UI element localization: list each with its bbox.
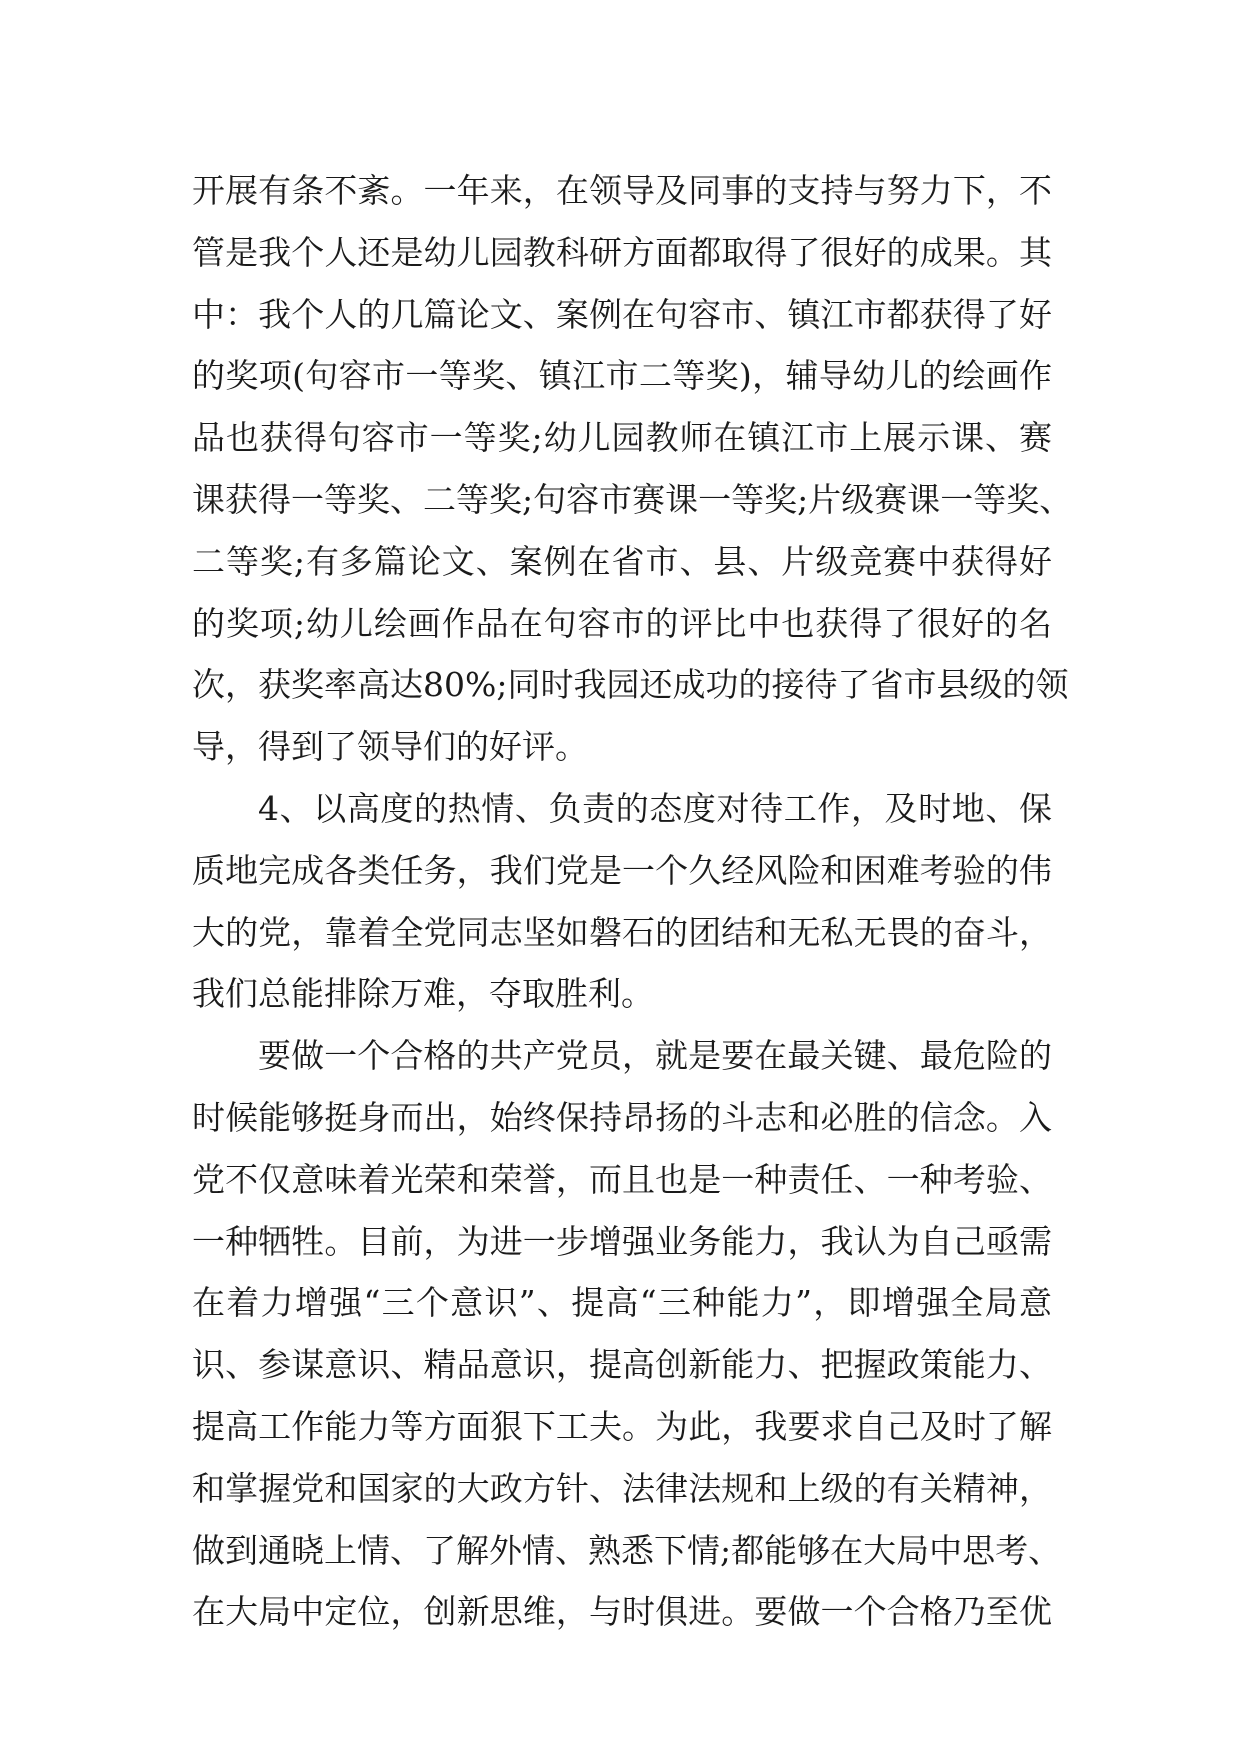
text-line: 品也获得句容市一等奖;幼儿园教师在镇江市上展示课、赛 bbox=[192, 418, 1052, 458]
text-line: 的奖项(句容市一等奖、镇江市二等奖)，辅导幼儿的绘画作 bbox=[192, 356, 1052, 396]
text-line: 质地完成各类任务，我们党是一个久经风险和困难考验的伟 bbox=[192, 850, 1052, 890]
text-line: 在着力增强“三个意识”、提高“三种能力”，即增强全局意 bbox=[192, 1283, 1052, 1323]
text-line: 的奖项;幼儿绘画作品在句容市的评比中也获得了很好的名 bbox=[192, 603, 1052, 643]
text-line: 要做一个合格的共产党员，就是要在最关键、最危险的 bbox=[258, 1036, 1052, 1076]
text-line: 做到通晓上情、了解外情、熟悉下情;都能够在大局中思考、 bbox=[192, 1530, 1062, 1570]
text-line: 导，得到了领导们的好评。 bbox=[192, 727, 588, 767]
text-line: 在大局中定位，创新思维，与时俱进。要做一个合格乃至优 bbox=[192, 1592, 1052, 1632]
text-line: 大的党，靠着全党同志坚如磐石的团结和无私无畏的奋斗， bbox=[192, 912, 1052, 952]
text-line: 我们总能排除万难，夺取胜利。 bbox=[192, 974, 654, 1014]
text-line: 课获得一等奖、二等奖;句容市赛课一等奖;片级赛课一等奖、 bbox=[192, 479, 1073, 519]
document-body bbox=[192, 160, 1073, 1643]
text-line: 4、以高度的热情、负责的态度对待工作，及时地、保 bbox=[258, 788, 1052, 828]
text-line: 和掌握党和国家的大政方针、法律法规和上级的有关精神， bbox=[192, 1468, 1052, 1508]
text-line: 开展有条不紊。一年来，在领导及同事的支持与努力下，不 bbox=[192, 171, 1052, 210]
text-line: 中：我个人的几篇论文、案例在句容市、镇江市都获得了好 bbox=[192, 294, 1052, 334]
text-line: 提高工作能力等方面狠下工夫。为此，我要求自己及时了解 bbox=[192, 1406, 1052, 1446]
text-line: 时候能够挺身而出，始终保持昂扬的斗志和必胜的信念。入 bbox=[192, 1097, 1052, 1137]
text-line: 二等奖;有多篇论文、案例在省市、县、片级竞赛中获得好 bbox=[192, 541, 1052, 581]
text-line: 次，获奖率高达80%;同时我园还成功的接待了省市县级的领 bbox=[192, 665, 1069, 705]
text-line: 管是我个人还是幼儿园教科研方面都取得了很好的成果。其 bbox=[192, 232, 1052, 272]
text-line: 识、参谋意识、精品意识，提高创新能力、把握政策能力、 bbox=[192, 1345, 1052, 1385]
text-line: 一种牺牲。目前，为进一步增强业务能力，我认为自己亟需 bbox=[192, 1221, 1052, 1261]
text-line: 党不仅意味着光荣和荣誉，而且也是一种责任、一种考验、 bbox=[192, 1159, 1052, 1199]
